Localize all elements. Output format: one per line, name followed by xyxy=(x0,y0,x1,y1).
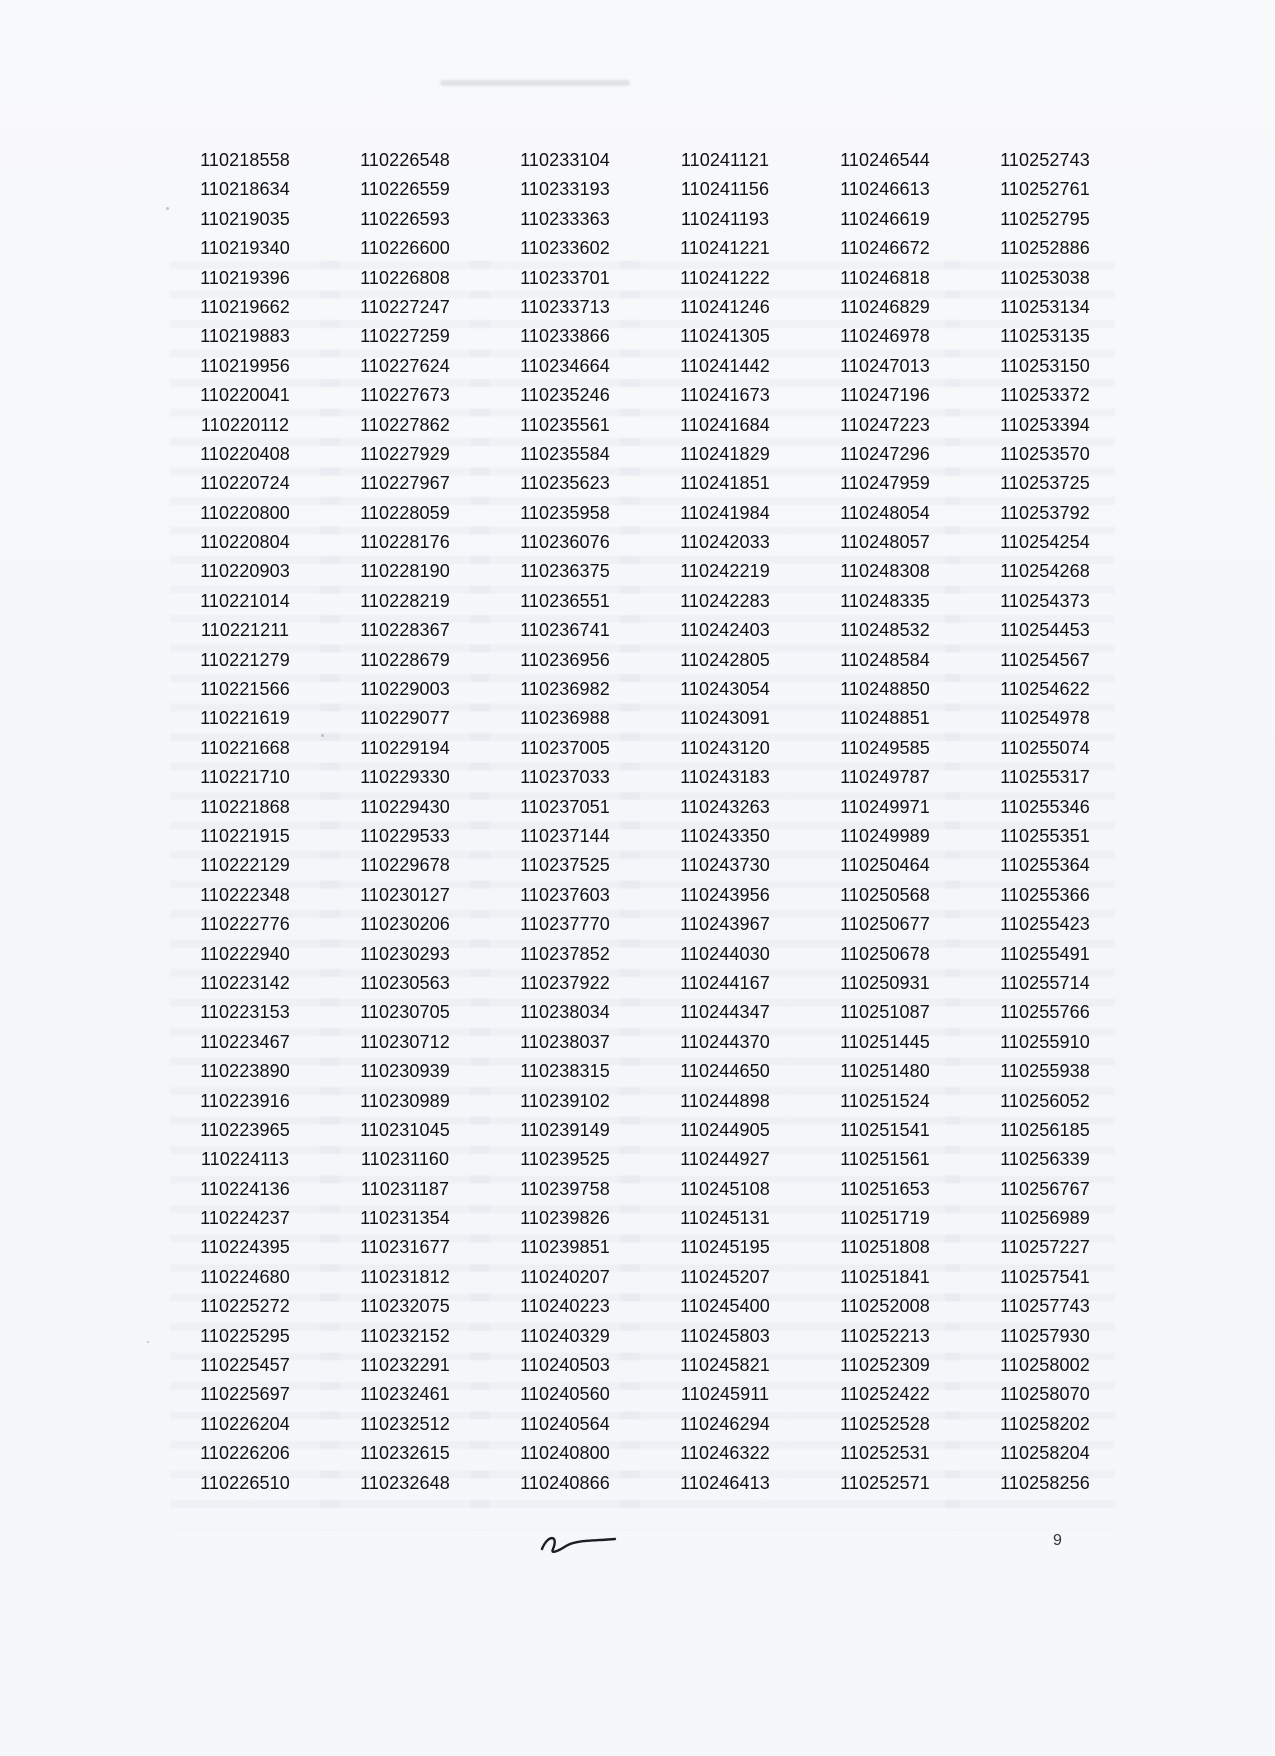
registration-number: 110219340 xyxy=(200,238,290,259)
registration-number: 110226204 xyxy=(200,1413,290,1434)
registration-number: 110228367 xyxy=(360,620,450,641)
number-column-5 xyxy=(805,146,965,1498)
registration-number: 110220112 xyxy=(200,414,290,435)
registration-number: 110255766 xyxy=(1000,1002,1090,1023)
registration-number: 110246544 xyxy=(840,150,930,170)
registration-number: 110219035 xyxy=(200,208,290,229)
registration-number: 110245400 xyxy=(680,1296,770,1317)
registration-number: 110236988 xyxy=(520,708,610,729)
registration-number: 110241305 xyxy=(680,326,770,347)
registration-number: 110229194 xyxy=(360,737,450,758)
registration-number: 110229330 xyxy=(360,767,450,788)
registration-number: 110224237 xyxy=(200,1208,290,1229)
registration-number: 110241442 xyxy=(680,355,770,376)
registration-number: 110230712 xyxy=(360,1031,450,1052)
registration-number: 110248308 xyxy=(840,561,930,582)
registration-number: 110255938 xyxy=(1000,1061,1090,1082)
registration-number: 110248532 xyxy=(840,620,930,641)
registration-number: 110228176 xyxy=(360,532,450,553)
registration-number: 110224395 xyxy=(200,1237,290,1258)
registration-number: 110223916 xyxy=(200,1090,290,1111)
registration-number: 110252761 xyxy=(1000,179,1090,200)
registration-number: 110229533 xyxy=(360,825,450,846)
registration-number: 110246613 xyxy=(840,179,930,200)
registration-number: 110241984 xyxy=(680,502,770,523)
registration-number: 110226600 xyxy=(360,238,450,259)
registration-number: 110219662 xyxy=(200,296,290,317)
registration-number: 110258070 xyxy=(1000,1384,1090,1405)
registration-number: 110235246 xyxy=(520,385,610,406)
registration-number: 110229077 xyxy=(360,708,450,729)
registration-number: 110231677 xyxy=(360,1237,450,1258)
registration-number: 110231187 xyxy=(360,1178,450,1199)
registration-number: 110252528 xyxy=(840,1413,930,1434)
registration-number: 110248057 xyxy=(840,532,930,553)
registration-number: 110241193 xyxy=(680,208,770,229)
registration-number: 110250931 xyxy=(840,972,930,993)
registration-number: 110237922 xyxy=(520,972,610,993)
registration-number: 110237051 xyxy=(520,796,610,817)
registration-number: 110230127 xyxy=(360,884,450,905)
registration-number: 110258204 xyxy=(1000,1443,1090,1464)
registration-number: 110220800 xyxy=(200,502,290,523)
registration-number: 110240866 xyxy=(520,1472,610,1493)
registration-number: 110239758 xyxy=(520,1178,610,1199)
registration-number: 110243120 xyxy=(680,737,770,758)
registration-number: 110235561 xyxy=(520,414,610,435)
registration-number: 110230939 xyxy=(360,1061,450,1082)
registration-number: 110254268 xyxy=(1000,561,1090,582)
registration-number: 110235958 xyxy=(520,502,610,523)
registration-number: 110230293 xyxy=(360,943,450,964)
registration-number: 110230563 xyxy=(360,972,450,993)
registration-number: 110252422 xyxy=(840,1384,930,1405)
registration-number: 110237033 xyxy=(520,767,610,788)
registration-number: 110240207 xyxy=(520,1266,610,1287)
registration-number: 110233193 xyxy=(520,179,610,200)
registration-number: 110243956 xyxy=(680,884,770,905)
registration-number: 110245108 xyxy=(680,1178,770,1199)
registration-number: 110243054 xyxy=(680,679,770,700)
registration-number: 110254254 xyxy=(1000,532,1090,553)
registration-number: 110250678 xyxy=(840,943,930,964)
registration-number: 110233363 xyxy=(520,208,610,229)
registration-number: 110247296 xyxy=(840,443,930,464)
registration-number: 110244650 xyxy=(680,1061,770,1082)
registration-number: 110250464 xyxy=(840,855,930,876)
registration-number: 110252008 xyxy=(840,1296,930,1317)
registration-number: 110249971 xyxy=(840,796,930,817)
registration-number: 110228190 xyxy=(360,561,450,582)
registration-number: 110227259 xyxy=(360,326,450,347)
registration-number: 110241851 xyxy=(680,473,770,494)
registration-number: 110222940 xyxy=(200,943,290,964)
registration-number: 110255910 xyxy=(1000,1031,1090,1052)
registration-number: 110224136 xyxy=(200,1178,290,1199)
registration-number: 110245195 xyxy=(680,1237,770,1258)
registration-number: 110226808 xyxy=(360,267,450,288)
registration-number: 110222348 xyxy=(200,884,290,905)
registration-number: 110221868 xyxy=(200,796,290,817)
registration-number: 110227624 xyxy=(360,355,450,376)
registration-number: 110232615 xyxy=(360,1443,450,1464)
registration-number: 110253134 xyxy=(1000,296,1090,317)
registration-number: 110232075 xyxy=(360,1296,450,1317)
registration-number: 110251808 xyxy=(840,1237,930,1258)
registration-number: 110241684 xyxy=(680,414,770,435)
registration-number: 110254373 xyxy=(1000,590,1090,611)
registration-number: 110256989 xyxy=(1000,1208,1090,1229)
registration-number: 110258202 xyxy=(1000,1413,1090,1434)
registration-number: 110226593 xyxy=(360,208,450,229)
registration-number: 110236076 xyxy=(520,532,610,553)
registration-number: 110221566 xyxy=(200,679,290,700)
registration-number: 110239149 xyxy=(520,1119,610,1140)
registration-number: 110256339 xyxy=(1000,1149,1090,1170)
registration-number: 110236956 xyxy=(520,649,610,670)
registration-number: 110248584 xyxy=(840,649,930,670)
registration-number: 110258256 xyxy=(1000,1472,1090,1493)
registration-number: 110246829 xyxy=(840,296,930,317)
registration-number: 110253135 xyxy=(1000,326,1090,347)
registration-number: 110229678 xyxy=(360,855,450,876)
registration-number: 110238034 xyxy=(520,1002,610,1023)
registration-number: 110227967 xyxy=(360,473,450,494)
registration-number: 110253792 xyxy=(1000,502,1090,523)
stray-mark xyxy=(166,207,169,210)
registration-number: 110230705 xyxy=(360,1002,450,1023)
registration-number: 110220804 xyxy=(200,532,290,553)
registration-number: 110251087 xyxy=(840,1002,930,1023)
registration-number: 110231160 xyxy=(360,1149,450,1170)
registration-number: 110223890 xyxy=(200,1061,290,1082)
registration-number: 110252309 xyxy=(840,1355,930,1376)
registration-number: 110245131 xyxy=(680,1208,770,1229)
registration-number: 110219883 xyxy=(200,326,290,347)
registration-number: 110243091 xyxy=(680,708,770,729)
registration-number: 110231045 xyxy=(360,1119,450,1140)
registration-number: 110257541 xyxy=(1000,1266,1090,1287)
registration-number: 110224113 xyxy=(200,1149,290,1170)
registration-number: 110236551 xyxy=(520,590,610,611)
registration-number: 110249989 xyxy=(840,825,930,846)
registration-number: 110221619 xyxy=(200,708,290,729)
registration-number: 110240503 xyxy=(520,1355,610,1376)
registration-number: 110256052 xyxy=(1000,1090,1090,1111)
registration-number: 110249787 xyxy=(840,767,930,788)
registration-number: 110257227 xyxy=(1000,1237,1090,1258)
registration-number: 110221710 xyxy=(200,767,290,788)
registration-number: 110242283 xyxy=(680,590,770,611)
registration-number: 110220041 xyxy=(200,385,290,406)
registration-number: 110251524 xyxy=(840,1090,930,1111)
registration-number: 110244370 xyxy=(680,1031,770,1052)
registration-number: 110239102 xyxy=(520,1090,610,1111)
registration-number: 110247013 xyxy=(840,355,930,376)
number-column-6 xyxy=(965,146,1125,1498)
registration-number: 110218634 xyxy=(200,179,290,200)
registration-number: 110242403 xyxy=(680,620,770,641)
registration-number: 110244927 xyxy=(680,1149,770,1170)
registration-number: 110232461 xyxy=(360,1384,450,1405)
signature-mark xyxy=(538,1528,618,1562)
registration-number: 110240800 xyxy=(520,1443,610,1464)
registration-number: 110232648 xyxy=(360,1472,450,1493)
registration-number: 110254622 xyxy=(1000,679,1090,700)
registration-number: 110218558 xyxy=(200,150,290,170)
registration-number: 110221915 xyxy=(200,825,290,846)
registration-number: 110227673 xyxy=(360,385,450,406)
registration-number: 110249585 xyxy=(840,737,930,758)
registration-number: 110232291 xyxy=(360,1355,450,1376)
registration-number: 110242033 xyxy=(680,532,770,553)
registration-number: 110233701 xyxy=(520,267,610,288)
registration-number: 110241221 xyxy=(680,238,770,259)
registration-number: 110233866 xyxy=(520,326,610,347)
registration-number: 110245207 xyxy=(680,1266,770,1287)
number-column-3 xyxy=(485,146,645,1498)
registration-number: 110256767 xyxy=(1000,1178,1090,1199)
registration-number: 110223142 xyxy=(200,972,290,993)
registration-number: 110220408 xyxy=(200,443,290,464)
registration-number: 110251719 xyxy=(840,1208,930,1229)
registration-number: 110219396 xyxy=(200,267,290,288)
registration-number: 110253038 xyxy=(1000,267,1090,288)
registration-number: 110222129 xyxy=(200,855,290,876)
registration-number: 110246413 xyxy=(680,1472,770,1493)
number-column-2 xyxy=(325,146,485,1498)
registration-number: 110225295 xyxy=(200,1325,290,1346)
registration-number: 110237852 xyxy=(520,943,610,964)
registration-number: 110246978 xyxy=(840,326,930,347)
registration-number: 110251841 xyxy=(840,1266,930,1287)
registration-number: 110220724 xyxy=(200,473,290,494)
registration-number: 110226548 xyxy=(360,150,450,170)
registration-number: 110237770 xyxy=(520,914,610,935)
registration-number: 110247223 xyxy=(840,414,930,435)
registration-number: 110244905 xyxy=(680,1119,770,1140)
registration-number: 110252795 xyxy=(1000,208,1090,229)
registration-number: 110226206 xyxy=(200,1443,290,1464)
registration-number: 110240564 xyxy=(520,1413,610,1434)
registration-number: 110236375 xyxy=(520,561,610,582)
registration-number: 110257930 xyxy=(1000,1325,1090,1346)
registration-number: 110231354 xyxy=(360,1208,450,1229)
registration-number: 110243730 xyxy=(680,855,770,876)
registration-number: 110251541 xyxy=(840,1119,930,1140)
registration-number: 110225457 xyxy=(200,1355,290,1376)
registration-number: 110252571 xyxy=(840,1472,930,1493)
registration-number: 110220903 xyxy=(200,561,290,582)
registration-number: 110227862 xyxy=(360,414,450,435)
registration-number: 110232152 xyxy=(360,1325,450,1346)
registration-number: 110237603 xyxy=(520,884,610,905)
registration-number: 110221014 xyxy=(200,590,290,611)
registration-number: 110227929 xyxy=(360,443,450,464)
registration-number: 110255423 xyxy=(1000,914,1090,935)
registration-number: 110256185 xyxy=(1000,1119,1090,1140)
registration-number: 110242805 xyxy=(680,649,770,670)
registration-number: 110244898 xyxy=(680,1090,770,1111)
number-grid xyxy=(165,146,1105,1498)
registration-number: 110253570 xyxy=(1000,443,1090,464)
registration-number: 110240560 xyxy=(520,1384,610,1405)
registration-number: 110253372 xyxy=(1000,385,1090,406)
registration-number: 110241673 xyxy=(680,385,770,406)
registration-number: 110229430 xyxy=(360,796,450,817)
registration-number: 110223467 xyxy=(200,1031,290,1052)
registration-number: 110221279 xyxy=(200,649,290,670)
registration-number: 110229003 xyxy=(360,679,450,700)
registration-number: 110236982 xyxy=(520,679,610,700)
registration-number: 110247196 xyxy=(840,385,930,406)
registration-number: 110250568 xyxy=(840,884,930,905)
registration-number: 110235584 xyxy=(520,443,610,464)
registration-number: 110241156 xyxy=(680,179,770,200)
registration-number: 110243967 xyxy=(680,914,770,935)
registration-number: 110235623 xyxy=(520,473,610,494)
registration-number: 110226559 xyxy=(360,179,450,200)
registration-number: 110252886 xyxy=(1000,238,1090,259)
registration-number: 110240329 xyxy=(520,1325,610,1346)
registration-number: 110243350 xyxy=(680,825,770,846)
registration-number: 110254453 xyxy=(1000,620,1090,641)
registration-number: 110225697 xyxy=(200,1384,290,1405)
registration-number: 110244347 xyxy=(680,1002,770,1023)
registration-number: 110248850 xyxy=(840,679,930,700)
registration-number: 110232512 xyxy=(360,1413,450,1434)
registration-number: 110245803 xyxy=(680,1325,770,1346)
registration-number: 110246322 xyxy=(680,1443,770,1464)
registration-number: 110248851 xyxy=(840,708,930,729)
registration-number: 110227247 xyxy=(360,296,450,317)
registration-number: 110255714 xyxy=(1000,972,1090,993)
registration-number: 110221668 xyxy=(200,737,290,758)
registration-number: 110239851 xyxy=(520,1237,610,1258)
stray-mark xyxy=(147,1341,149,1343)
registration-number: 110257743 xyxy=(1000,1296,1090,1317)
registration-number: 110237144 xyxy=(520,825,610,846)
registration-number: 110255364 xyxy=(1000,855,1090,876)
registration-number: 110253150 xyxy=(1000,355,1090,376)
registration-number: 110226510 xyxy=(200,1472,290,1493)
registration-number: 110238037 xyxy=(520,1031,610,1052)
registration-number: 110233713 xyxy=(520,296,610,317)
registration-number: 110241829 xyxy=(680,443,770,464)
page-number: 9 xyxy=(1053,1532,1062,1549)
registration-number: 110223965 xyxy=(200,1119,290,1140)
registration-number: 110258002 xyxy=(1000,1355,1090,1376)
registration-number: 110237005 xyxy=(520,737,610,758)
registration-number: 110241246 xyxy=(680,296,770,317)
registration-number: 110228059 xyxy=(360,502,450,523)
registration-number: 110246294 xyxy=(680,1413,770,1434)
registration-number: 110254978 xyxy=(1000,708,1090,729)
registration-number: 110239525 xyxy=(520,1149,610,1170)
registration-number: 110255074 xyxy=(1000,737,1090,758)
registration-number: 110248054 xyxy=(840,502,930,523)
registration-number: 110255491 xyxy=(1000,943,1090,964)
top-smudge xyxy=(440,80,630,86)
registration-number: 110239826 xyxy=(520,1208,610,1229)
registration-number: 110241121 xyxy=(680,150,770,170)
registration-number: 110251561 xyxy=(840,1149,930,1170)
registration-number: 110253394 xyxy=(1000,414,1090,435)
registration-number: 110255317 xyxy=(1000,767,1090,788)
registration-number: 110246619 xyxy=(840,208,930,229)
registration-number: 110228679 xyxy=(360,649,450,670)
registration-number: 110240223 xyxy=(520,1296,610,1317)
registration-number: 110245821 xyxy=(680,1355,770,1376)
registration-number: 110219956 xyxy=(200,355,290,376)
registration-number: 110255366 xyxy=(1000,884,1090,905)
registration-number: 110234664 xyxy=(520,355,610,376)
registration-number: 110242219 xyxy=(680,561,770,582)
registration-number: 110246672 xyxy=(840,238,930,259)
registration-number: 110251480 xyxy=(840,1061,930,1082)
registration-number: 110223153 xyxy=(200,1002,290,1023)
registration-number: 110231812 xyxy=(360,1266,450,1287)
registration-number: 110251653 xyxy=(840,1178,930,1199)
registration-number: 110250677 xyxy=(840,914,930,935)
registration-number: 110243183 xyxy=(680,767,770,788)
registration-number: 110237525 xyxy=(520,855,610,876)
registration-number: 110247959 xyxy=(840,473,930,494)
registration-number: 110228219 xyxy=(360,590,450,611)
registration-number: 110252213 xyxy=(840,1325,930,1346)
registration-number: 110230989 xyxy=(360,1090,450,1111)
registration-number: 110246818 xyxy=(840,267,930,288)
registration-number: 110233602 xyxy=(520,238,610,259)
registration-number: 110245911 xyxy=(680,1384,770,1405)
number-column-1 xyxy=(165,146,325,1498)
registration-number: 110248335 xyxy=(840,590,930,611)
stray-mark xyxy=(321,734,324,737)
registration-number: 110241222 xyxy=(680,267,770,288)
registration-number: 110225272 xyxy=(200,1296,290,1317)
registration-number: 110224680 xyxy=(200,1266,290,1287)
registration-number: 110222776 xyxy=(200,914,290,935)
registration-number: 110243263 xyxy=(680,796,770,817)
registration-number: 110244167 xyxy=(680,972,770,993)
number-column-4 xyxy=(645,146,805,1498)
registration-number: 110255346 xyxy=(1000,796,1090,817)
registration-number: 110255351 xyxy=(1000,825,1090,846)
registration-number: 110236741 xyxy=(520,620,610,641)
registration-number: 110254567 xyxy=(1000,649,1090,670)
registration-number: 110221211 xyxy=(200,620,290,641)
registration-number: 110230206 xyxy=(360,914,450,935)
registration-number: 110238315 xyxy=(520,1061,610,1082)
registration-number: 110233104 xyxy=(520,150,610,170)
registration-number: 110253725 xyxy=(1000,473,1090,494)
registration-number: 110251445 xyxy=(840,1031,930,1052)
registration-number: 110252531 xyxy=(840,1443,930,1464)
registration-number: 110244030 xyxy=(680,943,770,964)
registration-number: 110252743 xyxy=(1000,150,1090,170)
